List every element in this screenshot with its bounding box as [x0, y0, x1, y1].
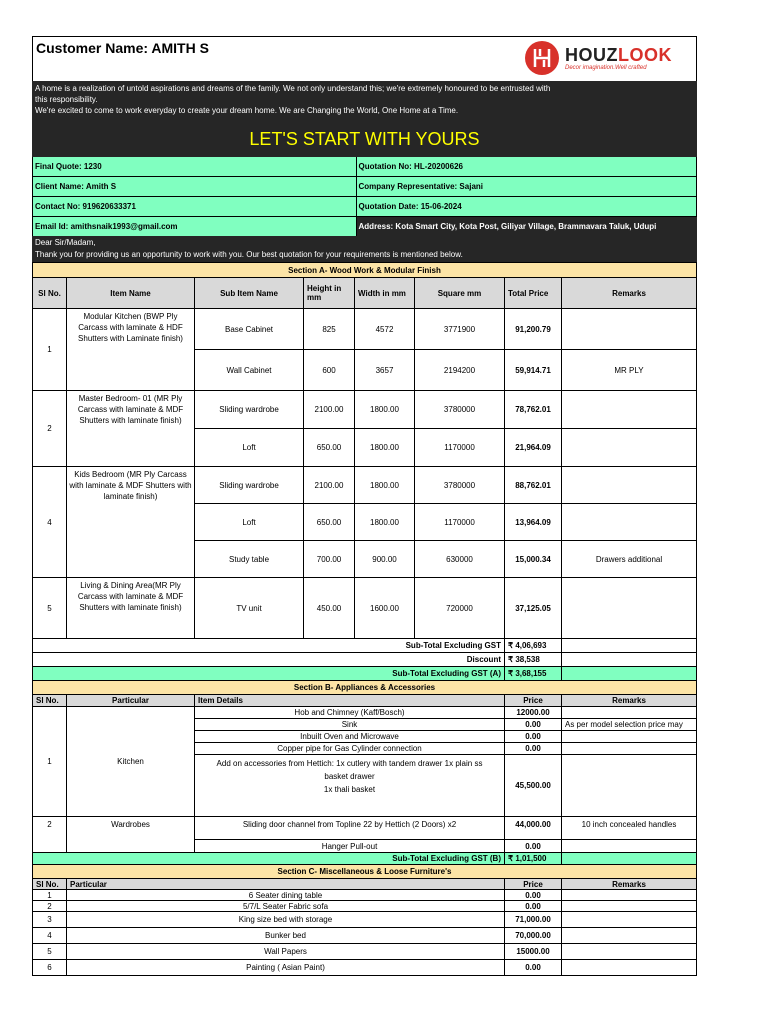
greeting-line-1: Dear Sir/Madam, — [35, 238, 96, 247]
section-c-header — [32, 879, 697, 890]
intro-line-3: We're excited to come to work everyday to create your dream home. We are Changing the World, One Home at a Time. — [35, 106, 459, 115]
remarks — [562, 467, 697, 504]
price: 70,000.00 — [505, 928, 562, 944]
particular: Painting ( Asian Paint) — [67, 960, 505, 976]
table-row — [32, 391, 697, 467]
col-remarks: Remarks — [562, 278, 697, 309]
client-name: Client Name: Amith S — [33, 177, 357, 196]
col-particular: Particular — [67, 879, 505, 890]
price: 45,500.00 — [505, 755, 562, 817]
subtotal-a-value: ₹ 3,68,155 — [505, 667, 562, 681]
square-mm: 1170000 — [415, 429, 505, 467]
col-sl: Sl No. — [32, 879, 67, 890]
price: 15000.00 — [505, 944, 562, 960]
sl-no: 1 — [32, 890, 67, 901]
table-row — [32, 901, 697, 912]
table-row — [32, 817, 697, 853]
item-name: Modular Kitchen (BWP Ply Carcass with laminate & HDF Shutters with Laminate finish) — [67, 309, 195, 391]
remarks — [562, 429, 697, 467]
width-mm: 4572 — [355, 309, 415, 350]
header — [32, 36, 697, 81]
item-name: Living & Dining Area(MR Ply Carcass with laminate & MDF Shutters with laminate finish) — [67, 578, 195, 639]
total-price: 15,000.34 — [505, 541, 562, 578]
company-rep: Company Representative: Sajani — [357, 177, 697, 196]
section-b-header — [32, 695, 697, 707]
particular: 5/7/L Seater Fabric sofa — [67, 901, 505, 912]
section-b-title: Section B- Appliances & Accessories — [32, 681, 697, 695]
col-height: Height in mm — [304, 278, 355, 309]
sub-item-name: Sliding wardrobe — [195, 467, 304, 504]
col-width: Width in mm — [355, 278, 415, 309]
width-mm: 1600.00 — [355, 578, 415, 639]
accessory-line-3: 1x thali basket — [323, 785, 376, 794]
price: 0.00 — [505, 719, 562, 731]
col-particular: Particular — [67, 695, 195, 707]
col-total-price: Total Price — [505, 278, 562, 309]
remarks: MR PLY — [562, 350, 697, 391]
height-mm: 650.00 — [304, 504, 355, 541]
subtotal-b-label: Sub-Total Excluding GST (B) — [32, 853, 505, 865]
quotation-date: Quotation Date: 15-06-2024 — [357, 197, 697, 216]
subtotal-a-label: Sub-Total Excluding GST (A) — [32, 667, 505, 681]
price: 44,000.00 — [505, 817, 562, 840]
item-detail: Sink — [195, 719, 505, 731]
col-price: Price — [505, 879, 562, 890]
total-price: 13,964.09 — [505, 504, 562, 541]
sl-no: 1 — [32, 707, 67, 817]
width-mm: 1800.00 — [355, 467, 415, 504]
table-row — [32, 578, 697, 639]
price: 0.00 — [505, 743, 562, 755]
particular: Bunker bed — [67, 928, 505, 944]
sub-item-name: Wall Cabinet — [195, 350, 304, 391]
final-quote: Final Quote: 1230 — [33, 157, 357, 176]
table-row — [32, 928, 697, 944]
greeting-line-2: Thank you for providing us an opportunity to work with you. Our best quotation for your requirements is mentioned below. — [35, 250, 463, 259]
price: 12000.00 — [505, 707, 562, 719]
total-price: 21,964.09 — [505, 429, 562, 467]
remarks: 10 inch concealed handles — [562, 817, 697, 840]
price: 0.00 — [505, 890, 562, 901]
square-mm: 720000 — [415, 578, 505, 639]
discount-row — [32, 653, 697, 667]
square-mm: 2194200 — [415, 350, 505, 391]
subtotal-value: ₹ 4,06,693 — [505, 639, 562, 653]
sl-no: 2 — [32, 391, 67, 467]
col-sl: Sl No. — [32, 695, 67, 707]
width-mm: 3657 — [355, 350, 415, 391]
section-c-title: Section C- Miscellaneous & Loose Furniture's — [32, 865, 697, 879]
width-mm: 900.00 — [355, 541, 415, 578]
square-mm: 3780000 — [415, 391, 505, 429]
total-price: 37,125.05 — [505, 578, 562, 639]
logo-icon — [525, 41, 559, 75]
subtotal-label: Sub-Total Excluding GST — [32, 639, 505, 653]
col-item: Item Name — [67, 278, 195, 309]
table-row — [32, 890, 697, 901]
remarks: Drawers additional — [562, 541, 697, 578]
height-mm: 825 — [304, 309, 355, 350]
address: Address: Kota Smart City, Kota Post, Giliyar Village, Brammavara Taluk, Udupi — [357, 217, 697, 236]
particular: King size bed with storage — [67, 912, 505, 928]
remarks — [562, 743, 697, 755]
sl-no: 2 — [32, 901, 67, 912]
section-a-title: Section A- Wood Work & Modular Finish — [32, 262, 697, 278]
item-detail: Inbuilt Oven and Microwave — [195, 731, 505, 743]
remarks — [562, 707, 697, 719]
remarks — [562, 840, 697, 853]
width-mm: 1800.00 — [355, 504, 415, 541]
item-detail: Hob and Chimney (Kaff/Bosch) — [195, 707, 505, 719]
item-detail: Sliding door channel from Topline 22 by Hettich (2 Doors) x2 — [195, 817, 505, 840]
discount-value: ₹ 38,538 — [505, 653, 562, 667]
contact-no: Contact No: 919620633371 — [33, 197, 357, 216]
col-remarks: Remarks — [562, 695, 697, 707]
col-sl: Sl No. — [32, 278, 67, 309]
intro-line-1: A home is a realization of untold aspirations and dreams of the family. We not only understand this; we're extremely honoured to be entrusted with — [35, 84, 551, 93]
subtotal-row — [32, 639, 697, 653]
info-row — [32, 197, 697, 217]
col-sub-item: Sub Item Name — [195, 278, 304, 309]
height-mm: 2100.00 — [304, 467, 355, 504]
customer-name: Customer Name: AMITH S — [36, 40, 209, 56]
item-detail: Copper pipe for Gas Cylinder connection — [195, 743, 505, 755]
particular: 6 Seater dining table — [67, 890, 505, 901]
height-mm: 450.00 — [304, 578, 355, 639]
height-mm: 2100.00 — [304, 391, 355, 429]
remarks — [562, 504, 697, 541]
height-mm: 600 — [304, 350, 355, 391]
table-row — [32, 309, 697, 391]
discount-label: Discount — [32, 653, 505, 667]
square-mm: 1170000 — [415, 504, 505, 541]
price: 0.00 — [505, 901, 562, 912]
item-detail — [195, 755, 505, 817]
table-row — [32, 707, 697, 817]
remarks — [562, 731, 697, 743]
greeting — [32, 236, 697, 262]
table-row — [32, 960, 697, 976]
remarks: As per model selection price may — [562, 719, 697, 731]
remarks — [562, 309, 697, 350]
col-item-details: Item Details — [195, 695, 505, 707]
sl-no: 5 — [32, 578, 67, 639]
total-price: 78,762.01 — [505, 391, 562, 429]
particular: Wardrobes — [67, 817, 195, 853]
accessory-line-2: basket drawer — [324, 772, 375, 781]
sl-no: 2 — [32, 817, 67, 853]
square-mm: 3780000 — [415, 467, 505, 504]
info-row — [32, 217, 697, 236]
item-name: Kids Bedroom (MR Ply Carcass with laminate & MDF Shutters with laminate finish) — [67, 467, 195, 578]
width-mm: 1800.00 — [355, 429, 415, 467]
sub-item-name: Study table — [195, 541, 304, 578]
intro-text — [32, 81, 697, 121]
section-a-header — [32, 278, 697, 309]
particular: Wall Papers — [67, 944, 505, 960]
height-mm: 700.00 — [304, 541, 355, 578]
sl-no: 1 — [32, 309, 67, 391]
sl-no: 4 — [32, 928, 67, 944]
table-row — [32, 944, 697, 960]
height-mm: 650.00 — [304, 429, 355, 467]
intro-line-2: this responsibility. — [35, 95, 98, 104]
price: 71,000.00 — [505, 912, 562, 928]
width-mm: 1800.00 — [355, 391, 415, 429]
quotation-page — [32, 36, 697, 976]
sub-item-name: TV unit — [195, 578, 304, 639]
col-square-mm: Square mm — [415, 278, 505, 309]
sub-item-name: Base Cabinet — [195, 309, 304, 350]
table-row — [32, 467, 697, 578]
subtotal-a-row — [32, 667, 697, 681]
logo-word-houz: HOUZ — [565, 45, 618, 65]
particular: Kitchen — [67, 707, 195, 817]
table-row — [32, 912, 697, 928]
price: 0.00 — [505, 840, 562, 853]
logo-tagline: Decor imagination.Well crafted — [565, 65, 647, 71]
info-row — [32, 177, 697, 197]
total-price: 59,914.71 — [505, 350, 562, 391]
banner-title: LET'S START WITH YOURS — [32, 121, 697, 157]
sl-no: 5 — [32, 944, 67, 960]
item-detail: Hanger Pull-out — [195, 840, 505, 853]
total-price: 91,200.79 — [505, 309, 562, 350]
square-mm: 630000 — [415, 541, 505, 578]
quotation-no: Quotation No: HL-20200626 — [357, 157, 697, 176]
total-price: 88,762.01 — [505, 467, 562, 504]
sl-no: 3 — [32, 912, 67, 928]
email-id: Email Id: amithsnaik1993@gmail.com — [33, 217, 357, 236]
subtotal-b-row — [32, 853, 697, 865]
sub-item-name: Sliding wardrobe — [195, 391, 304, 429]
item-name: Master Bedroom- 01 (MR Ply Carcass with laminate & MDF Shutters with laminate finish) — [67, 391, 195, 467]
sub-item-name: Loft — [195, 429, 304, 467]
col-remarks: Remarks — [562, 879, 697, 890]
remarks — [562, 578, 697, 639]
col-price: Price — [505, 695, 562, 707]
square-mm: 3771900 — [415, 309, 505, 350]
remarks — [562, 391, 697, 429]
sl-no: 6 — [32, 960, 67, 976]
price: 0.00 — [505, 960, 562, 976]
info-row — [32, 157, 697, 177]
subtotal-b-value: ₹ 1,01,500 — [505, 853, 562, 865]
sl-no: 4 — [32, 467, 67, 578]
logo-word-look: LOOK — [618, 45, 672, 65]
accessory-line-1: Add on accessories from Hettich: 1x cutlery with tandem drawer 1x plain ss — [216, 759, 483, 768]
houzlook-logo — [525, 41, 672, 75]
price: 0.00 — [505, 731, 562, 743]
sub-item-name: Loft — [195, 504, 304, 541]
